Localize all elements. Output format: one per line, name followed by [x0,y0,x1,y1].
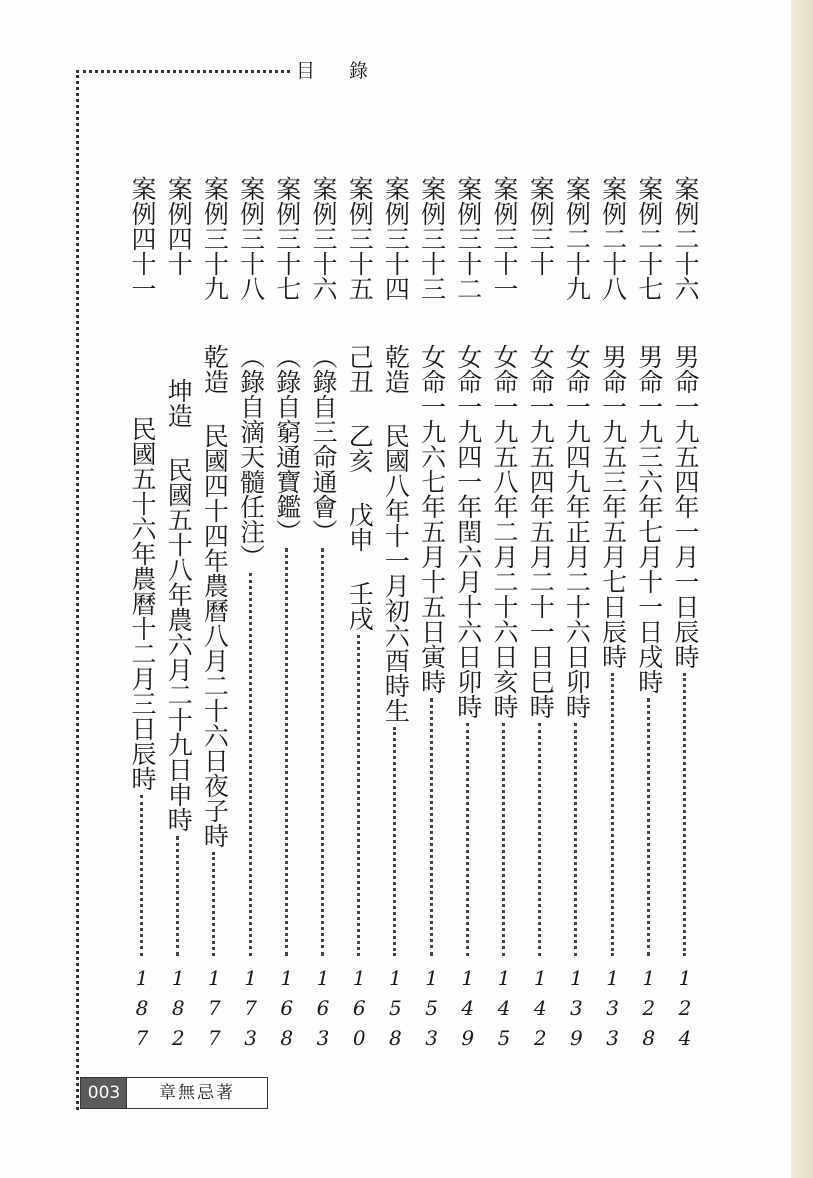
toc-entry-title: 案例三十 [526,176,556,276]
toc-entry-page: 149 [455,966,480,1056]
toc-entry-title: 案例三十五 [345,176,375,301]
footer-page-number: 003 [80,1077,128,1109]
toc-entry-title: 案例二十九 [562,176,592,301]
toc-entry-title: 案例四十一 [128,176,157,301]
toc-entry-title: 案例三十三 [417,176,447,301]
toc-entry-desc: 乾造 民國四十四年農曆八月二十六日夜子時 [200,344,230,848]
footer-author: 章無忌著 [126,1077,268,1109]
leader-dots [285,548,288,956]
toc-entry-title: 案例四十 [164,176,194,276]
toc-entry-page: 128 [636,966,661,1056]
toc-entry-page: 187 [130,966,154,1056]
toc-entry-desc: （錄自三命通會） [309,344,338,544]
leader-dots [611,673,614,956]
toc-entry-page: 160 [347,966,372,1056]
toc-entry-desc: 己丑 乙亥 戊申 壬戌 [345,344,375,631]
toc-entry-title: 案例三十四 [381,176,411,301]
page-edge [791,0,813,1178]
leader-dots [357,635,360,956]
toc-entry-page: 177 [202,966,227,1056]
toc-entry-desc: 坤造 民國五十八年農六月二十九日申時 [164,378,194,832]
leader-dots [212,852,215,956]
leader-dots [140,795,143,956]
toc-entry-desc: 男命一九五四年一月一日辰時 [671,344,700,669]
left-dotted-border [76,70,79,1110]
toc-entry-desc: 男命一九五三年五月七日辰時 [598,344,628,669]
leader-dots [538,723,541,956]
toc-entry-desc: 女命一九四九年正月二十六日卯時 [562,344,592,719]
toc-entry-page: 142 [528,966,553,1056]
toc-entry-page: 168 [274,966,299,1056]
leader-dots [430,698,433,956]
leader-dots [176,836,179,956]
leader-dots [683,673,686,956]
toc-entry-page: 173 [238,966,263,1056]
leader-dots [502,723,505,956]
page-title: 目 錄 [296,60,383,82]
toc-entry-desc: 男命一九三六年七月十一日戌時 [634,344,664,694]
toc-entry-page: 133 [600,966,625,1056]
toc-entry-title: 案例三十七 [272,176,302,301]
toc-entry-desc: 女命一九五八年二月二十六日亥時 [490,344,519,719]
leader-dots [574,723,577,956]
toc-entry-title: 案例三十九 [200,176,230,301]
toc-entry-title: 案例二十六 [671,176,700,301]
toc-entry-desc: 民國五十六年農曆十二月三日辰時 [128,416,157,791]
toc-entry-page: 153 [419,966,444,1056]
toc-entry-title: 案例三十八 [236,176,266,301]
toc-entry-desc: 女命一九六七年五月十五日寅時 [417,344,447,694]
toc-entry-page: 182 [166,966,191,1056]
toc-entry-page: 158 [383,966,408,1056]
toc-entry-page: 163 [311,966,335,1056]
toc-entry-title: 案例三十二 [453,176,483,301]
toc-entry-desc: 女命一九五四年五月二十一日巳時 [526,344,556,719]
leader-dots [466,723,469,956]
toc-entry-desc: （錄自滴天髓任注） [236,344,266,569]
toc-entry-title: 案例三十六 [309,176,338,301]
toc-entry-page: 139 [564,966,589,1056]
top-dotted-border [76,70,290,73]
toc-entry-page: 124 [673,966,697,1056]
toc-entry-title: 案例二十八 [598,176,628,301]
toc-entry-page: 145 [492,966,516,1056]
leader-dots [321,548,324,956]
toc-entry-title: 案例二十七 [634,176,664,301]
leader-dots [393,727,396,956]
toc-entry-desc: 乾造 民國八年十一月初六酉時生 [381,344,411,723]
leader-dots [249,573,252,956]
leader-dots [647,698,650,956]
toc-entry-title: 案例三十一 [490,176,519,301]
toc-entry-desc: （錄自窮通寶鑑） [272,344,302,544]
toc-entry-desc: 女命一九四一年閏六月十六日卯時 [453,344,483,719]
